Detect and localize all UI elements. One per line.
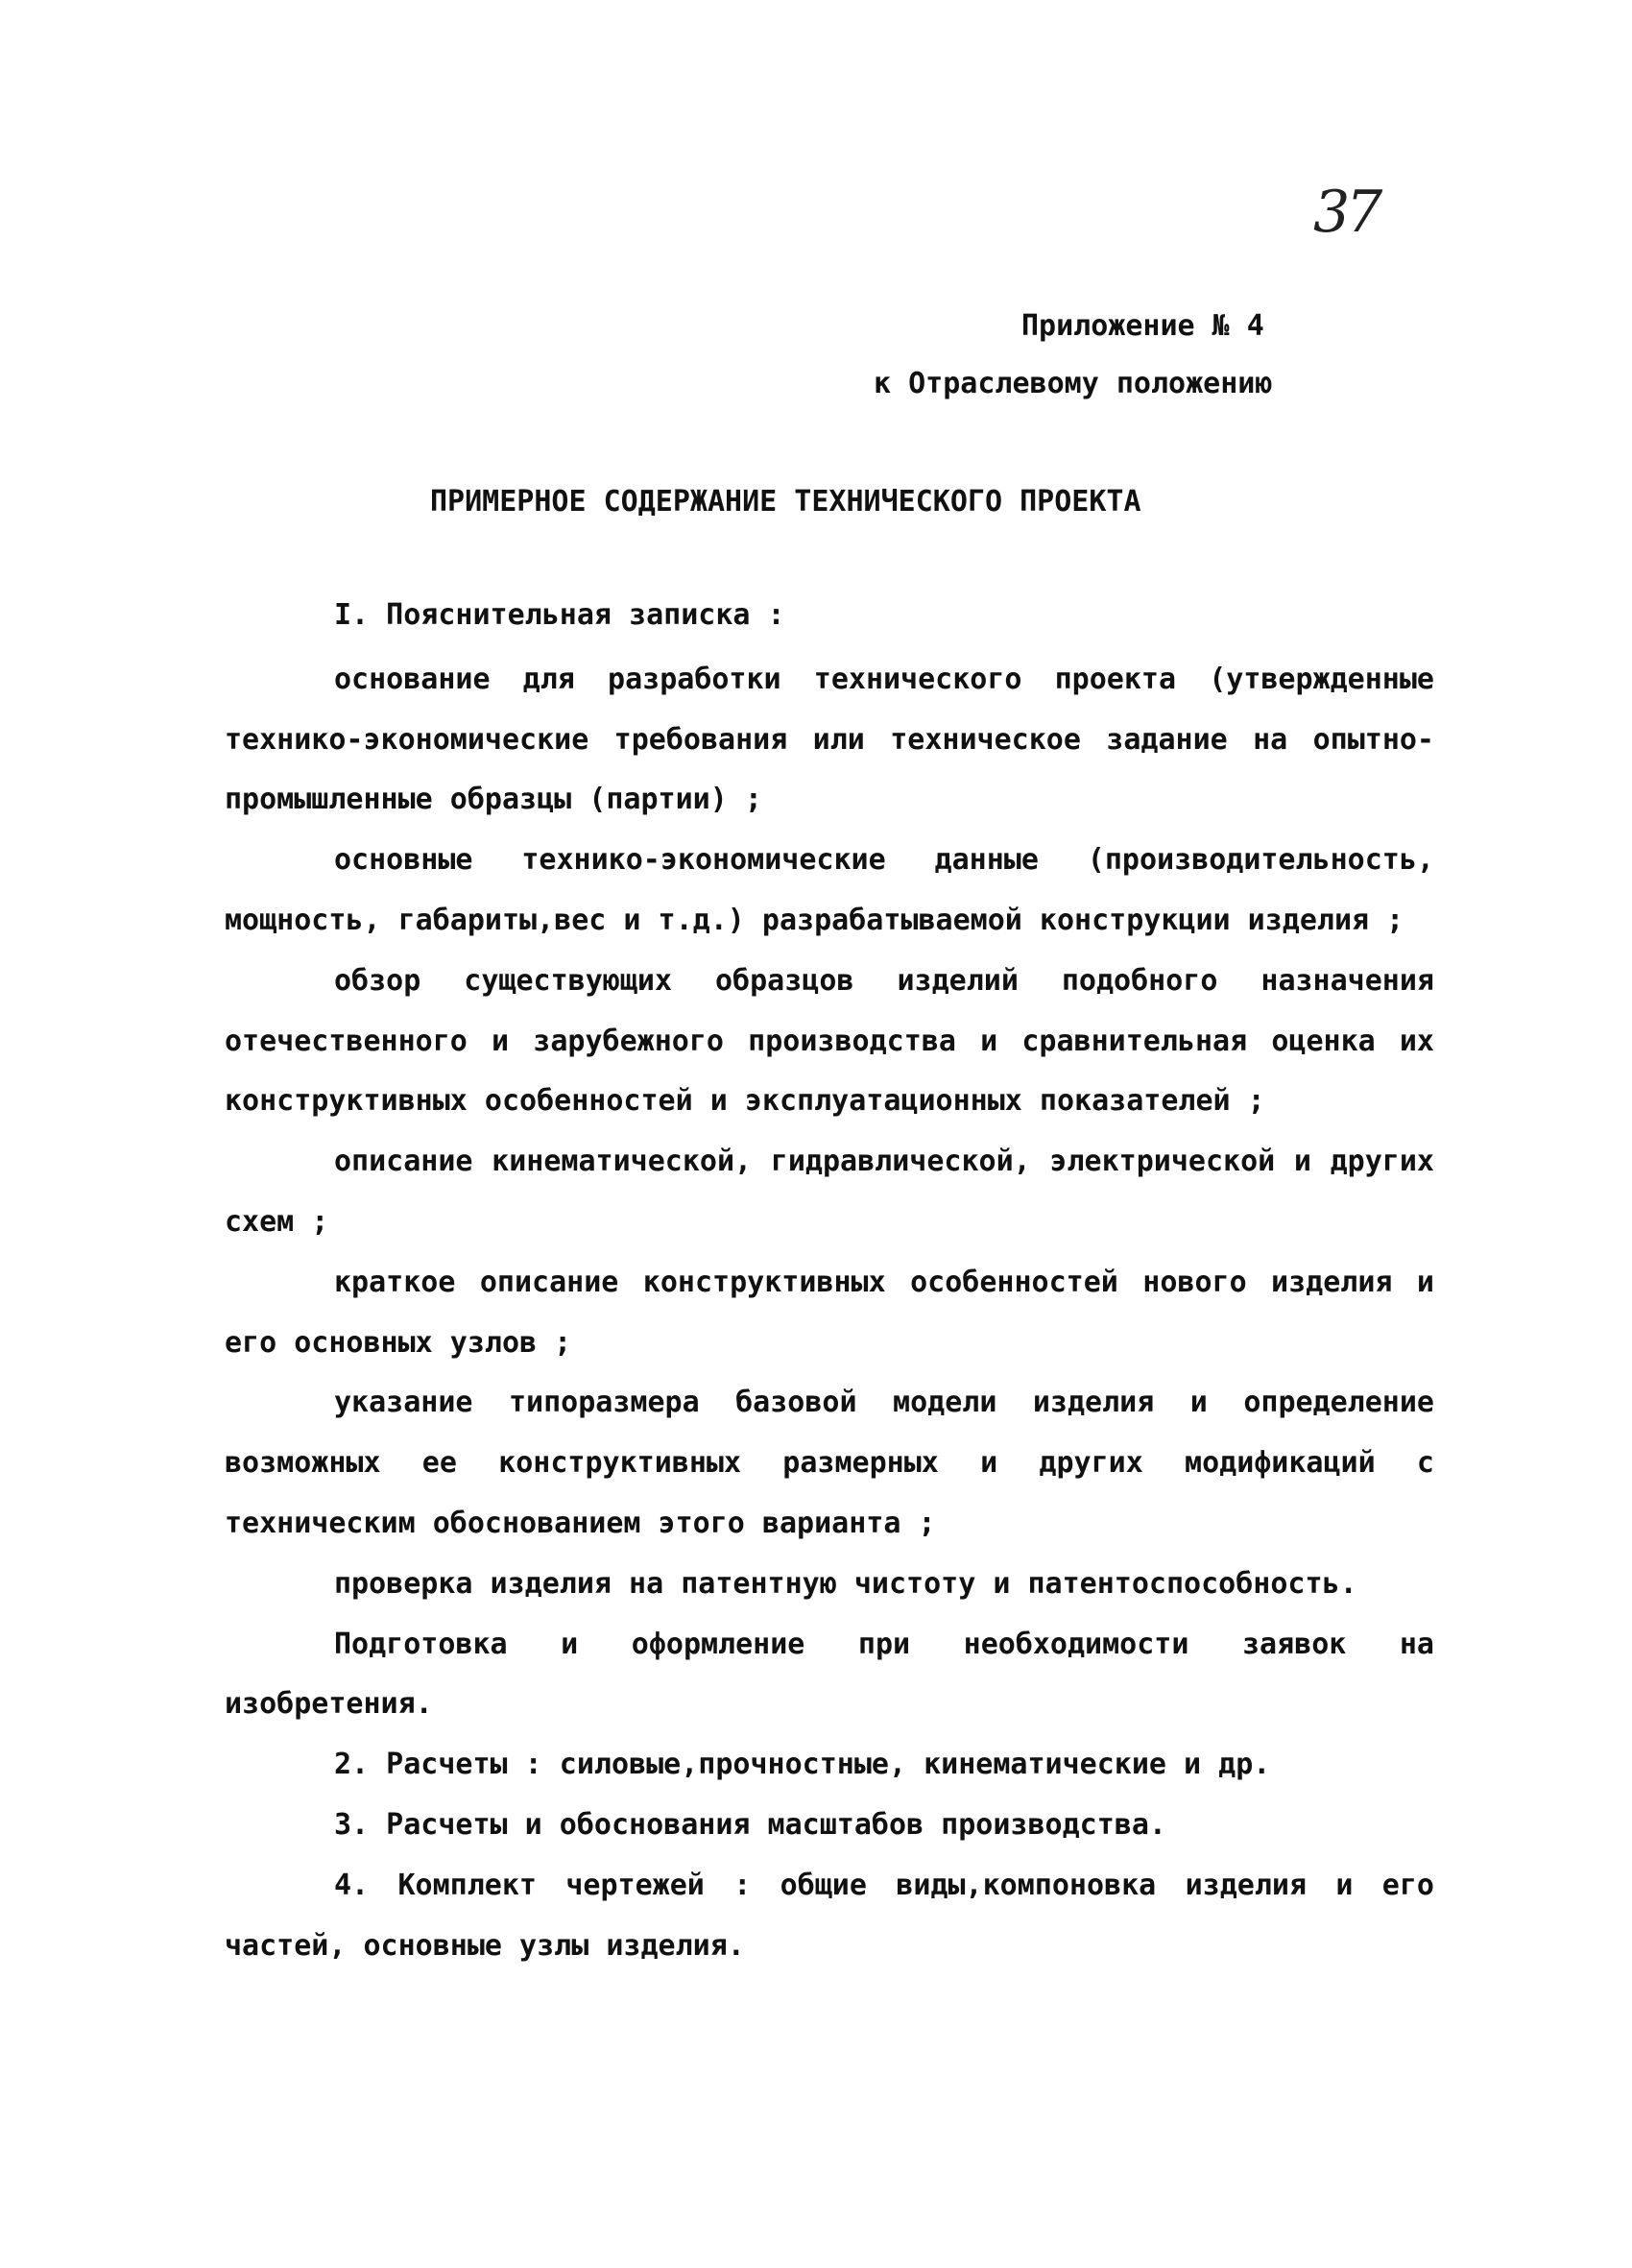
section-3: 3. Расчеты и обоснования масштабов производства. [334, 1807, 1166, 1842]
section-1-item: Подготовка и оформление при необходимости заявок на изобретения. [225, 1627, 1434, 1722]
section-1-item: основание для разработки технического проекта (утвержденные технико-экономические требования или техническое задание на опытно-промышленные образцы (партии) ; [225, 662, 1434, 817]
page-number-handwritten: 37 [1313, 179, 1380, 246]
section-1-item: обзор существующих образцов изделий подобного назначения отечественного и зарубежного производства и сравнительная оценка их конструктивных особенностей и эксплуатационных показателей ; [225, 963, 1434, 1119]
section-1-item: описание кинематической, гидравлической, электрической и других схем ; [225, 1145, 1434, 1239]
section-1-item: краткое описание конструктивных особенностей нового изделия и его основных узлов ; [225, 1265, 1434, 1360]
document-body [225, 586, 1434, 1976]
section-2: 2. Расчеты : силовые,прочностные, кинематические и др. [334, 1748, 1271, 1782]
section-4: 4. Комплект чертежей : общие виды,компоновка изделия и его частей, основные узлы изделия. [225, 1868, 1434, 1963]
section-1-item: проверка изделия на патентную чистоту и патентоспособность. [334, 1566, 1357, 1601]
appendix-label: Приложение № 4 [1021, 309, 1264, 343]
document-title: ПРИМЕРНОЕ СОДЕРЖАНИЕ ТЕХНИЧЕСКОГО ПРОЕКТА [430, 485, 1141, 519]
section-1-item: основные технико-экономические данные (производительность, мощность, габариты,вес и т.д.) разрабатываемой конструкции изделия ; [225, 843, 1434, 937]
section-1-heading: I. Пояснительная записка : [334, 598, 785, 632]
section-1-item: указание типоразмера базовой модели изделия и определение возможных ее конструктивных размерных и других модификаций с техническим обоснованием этого варианта ; [225, 1386, 1434, 1540]
appendix-reference: к Отраслевому положению [874, 367, 1273, 400]
